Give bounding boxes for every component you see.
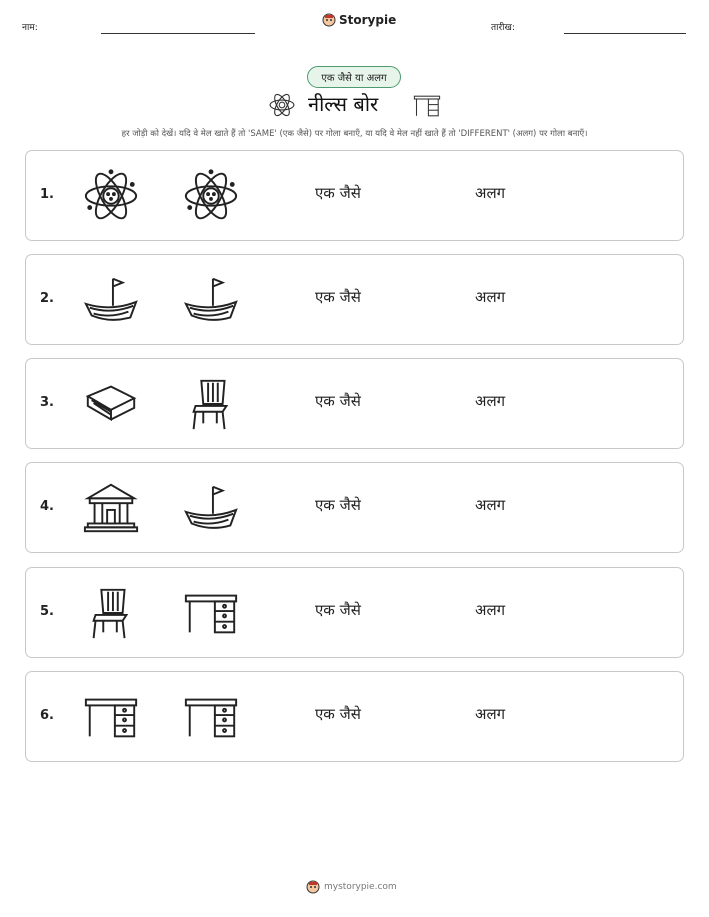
worksheet-row bbox=[25, 358, 684, 449]
different-option[interactable]: अलग bbox=[475, 705, 506, 723]
atom-icon bbox=[182, 167, 240, 225]
row-number: 6. bbox=[40, 708, 54, 723]
worksheet-row bbox=[25, 150, 684, 241]
worksheet-row bbox=[25, 671, 684, 762]
same-option[interactable]: एक जैसे bbox=[315, 496, 361, 514]
footer-url[interactable]: mystorypie.com bbox=[324, 882, 397, 892]
storypie-icon bbox=[322, 13, 336, 27]
chair-icon bbox=[182, 375, 240, 433]
worksheet-row bbox=[25, 462, 684, 553]
same-option[interactable]: एक जैसे bbox=[315, 184, 361, 202]
row-number: 3. bbox=[40, 395, 54, 410]
desk-icon bbox=[413, 94, 441, 122]
footer bbox=[306, 880, 397, 894]
date-line[interactable] bbox=[564, 33, 686, 34]
worksheet-row bbox=[25, 254, 684, 345]
atom-icon bbox=[82, 167, 140, 225]
different-option[interactable]: अलग bbox=[475, 392, 506, 410]
same-option[interactable]: एक जैसे bbox=[315, 601, 361, 619]
worksheet-type-badge: एक जैसे या अलग bbox=[307, 66, 401, 88]
boat-icon bbox=[182, 271, 240, 329]
atom-icon bbox=[268, 91, 296, 123]
row-number: 5. bbox=[40, 604, 54, 619]
page-title: नील्स बोर bbox=[308, 92, 379, 116]
name-label: नाम: bbox=[22, 23, 38, 33]
row-number: 2. bbox=[40, 291, 54, 306]
boat-icon bbox=[182, 479, 240, 537]
different-option[interactable]: अलग bbox=[475, 288, 506, 306]
date-label: तारीख: bbox=[491, 23, 515, 33]
desk-icon bbox=[182, 584, 240, 642]
row-number: 4. bbox=[40, 499, 54, 514]
name-line[interactable] bbox=[101, 33, 255, 34]
row-number: 1. bbox=[40, 187, 54, 202]
desk-icon bbox=[82, 688, 140, 746]
same-option[interactable]: एक जैसे bbox=[315, 288, 361, 306]
instructions: हर जोड़ी को देखें। यदि वे मेल खाते हैं तो 'SAME' (एक जैसे) पर गोला बनाएँ, या यदि वे मेल नहीं खाते हैं तो 'DIFFERENT' (अलग) पर गोला बनाएँ। bbox=[121, 129, 588, 139]
different-option[interactable]: अलग bbox=[475, 601, 506, 619]
same-option[interactable]: एक जैसे bbox=[315, 392, 361, 410]
different-option[interactable]: अलग bbox=[475, 184, 506, 202]
boat-icon bbox=[82, 271, 140, 329]
worksheet-row bbox=[25, 567, 684, 658]
chair-icon bbox=[82, 584, 140, 642]
brand-name: Storypie bbox=[339, 13, 397, 27]
book-icon bbox=[82, 375, 140, 433]
desk-icon bbox=[182, 688, 240, 746]
museum-icon bbox=[82, 479, 140, 537]
storypie-icon bbox=[306, 880, 320, 894]
same-option[interactable]: एक जैसे bbox=[315, 705, 361, 723]
brand-logo bbox=[322, 13, 396, 27]
different-option[interactable]: अलग bbox=[475, 496, 506, 514]
